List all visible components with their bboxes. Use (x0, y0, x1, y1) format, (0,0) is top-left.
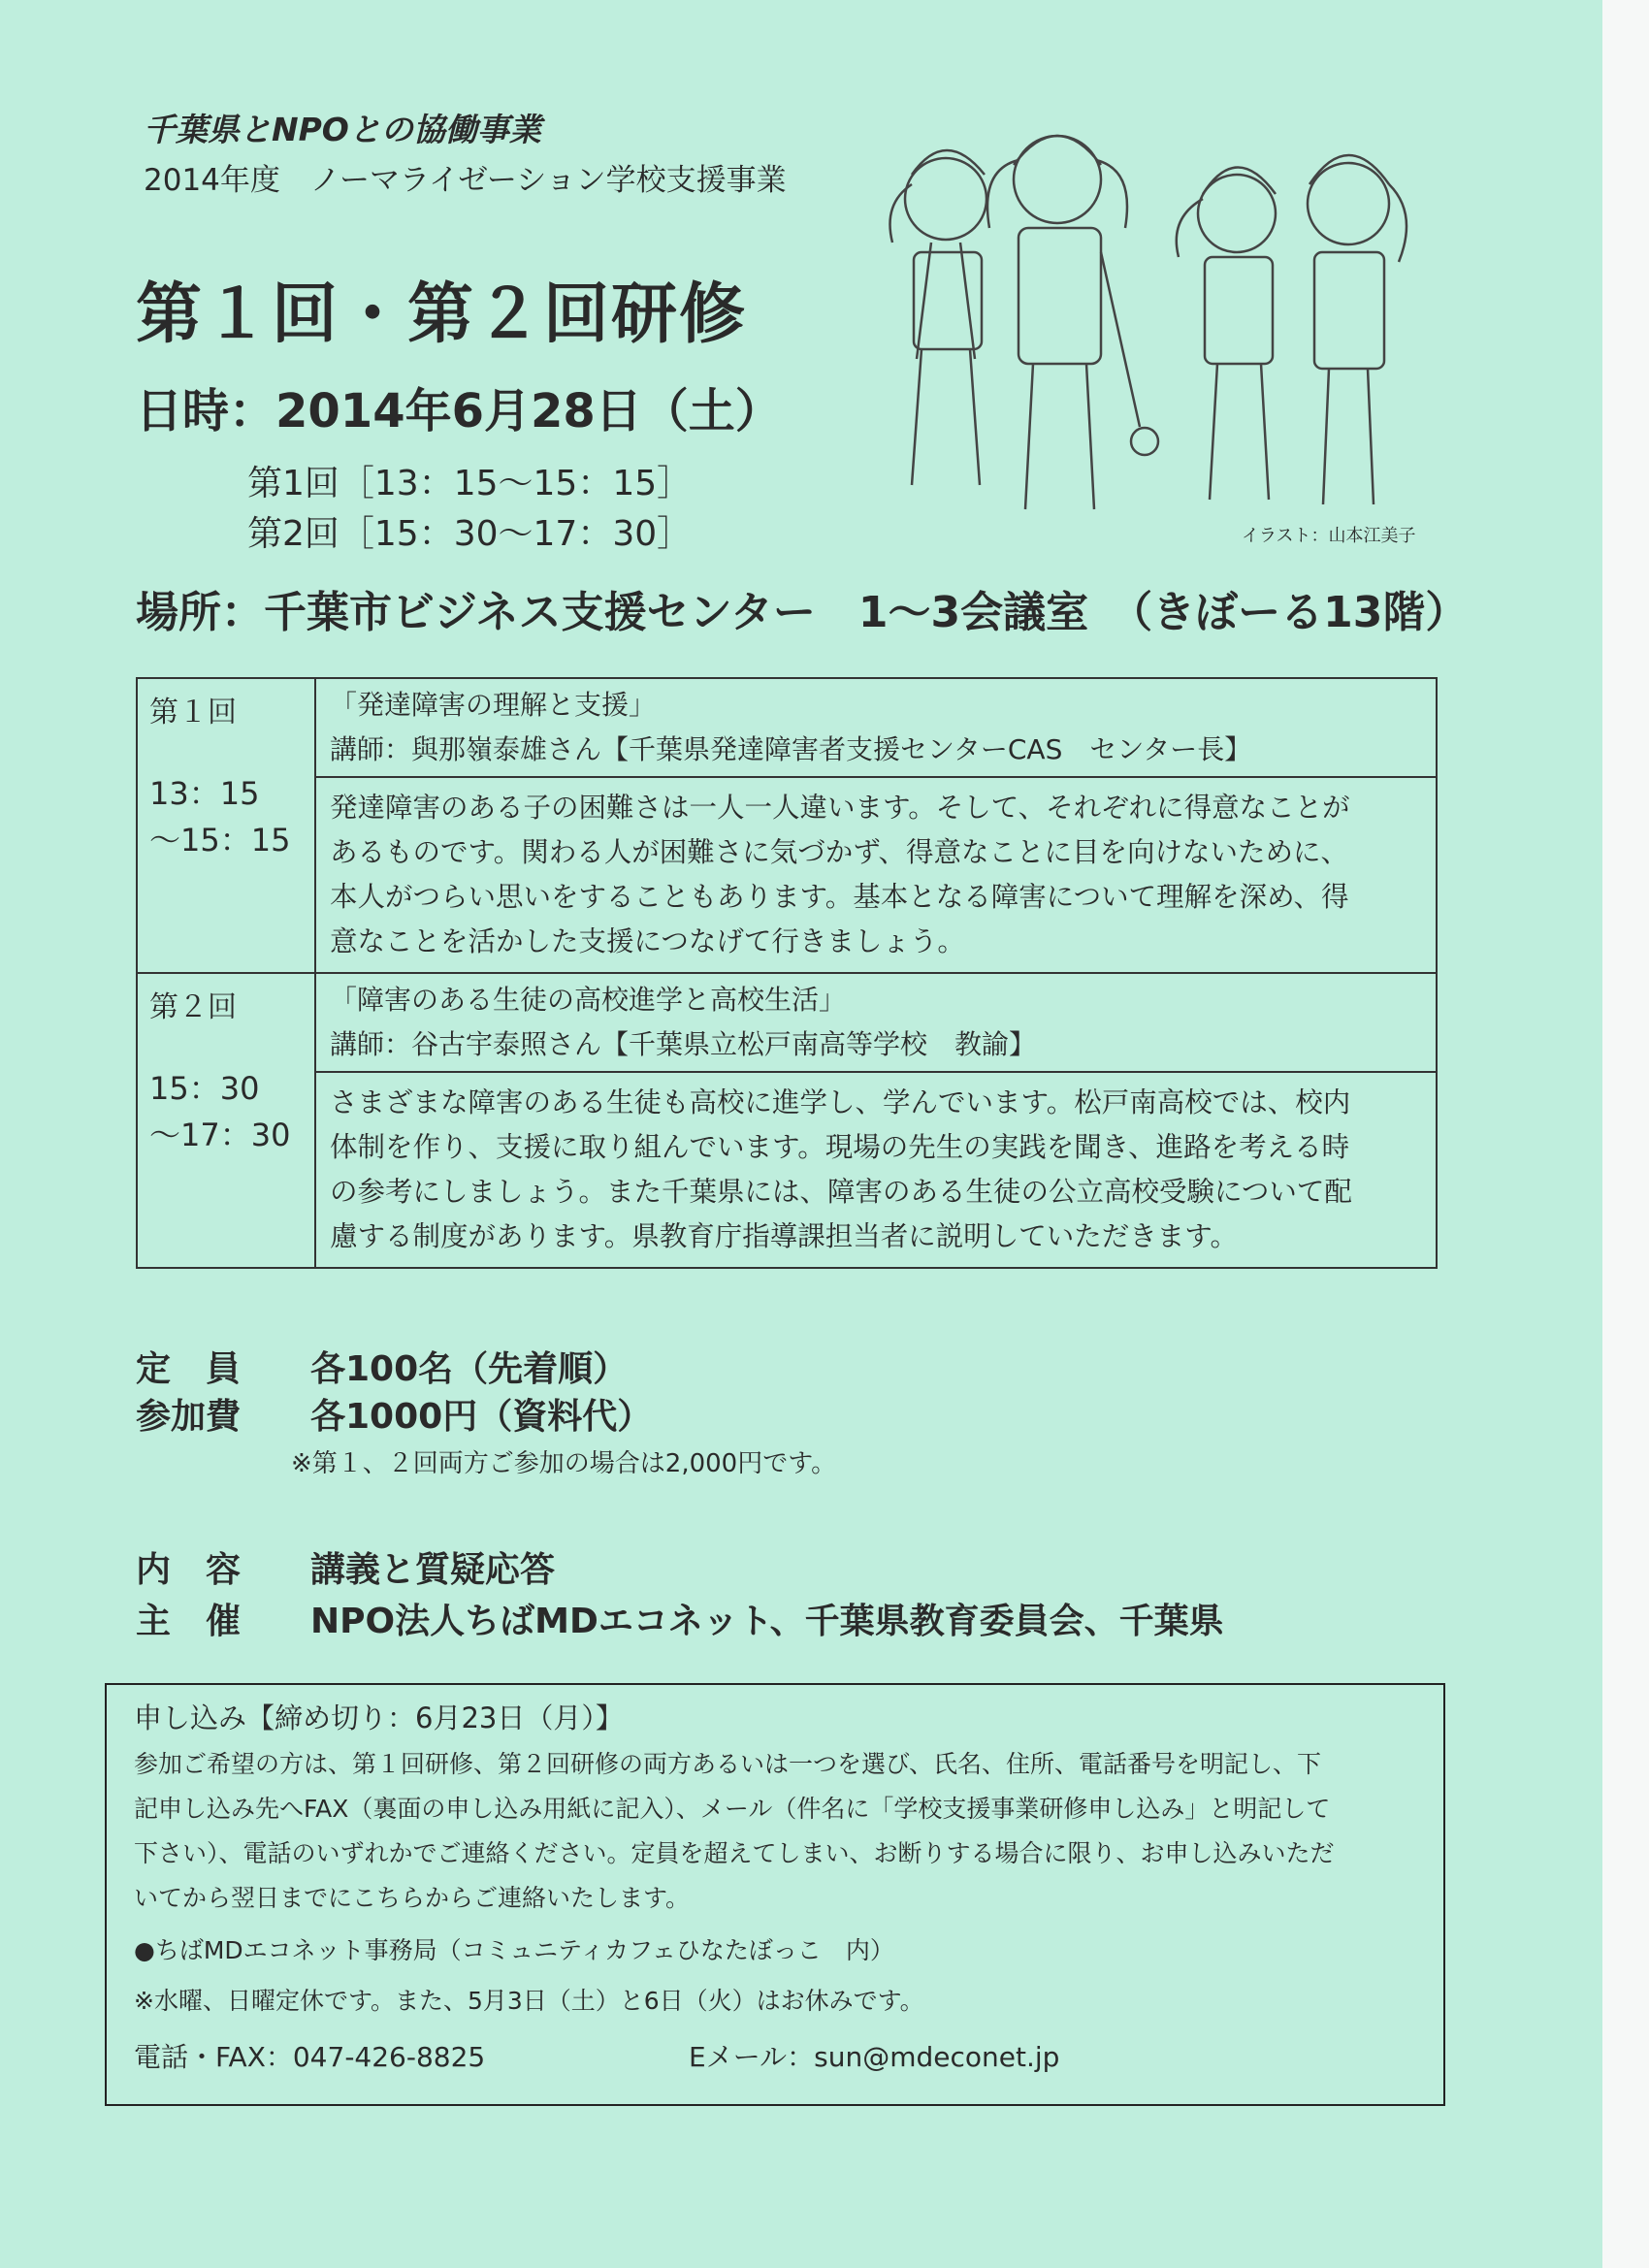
session2-topic: 「障害のある生徒の高校進学と高校生活」 (330, 984, 847, 1016)
session2-time: 第2回［15：30〜17：30］ (247, 514, 693, 554)
application-line: 参加ご希望の方は、第１回研修、第２回研修の両方あるいは一つを選び、氏名、住所、電話番号を明記し、下 (134, 1750, 1322, 1778)
session1-start: 13：15 (149, 775, 260, 812)
session1-description (315, 777, 1437, 973)
session1-cell (137, 678, 315, 973)
session2-header (315, 973, 1437, 1072)
session1-speaker: 講師：與那嶺泰雄さん【千葉県発達障害者支援センターCAS センター長】 (330, 733, 1252, 765)
content-label: 内 容 (136, 1550, 242, 1590)
schedule-table (136, 677, 1438, 1269)
fee-note: ※第１、２回両方ご参加の場合は2,000円です。 (291, 1449, 837, 1478)
application-line: いてから翌日までにこちらからご連絡いたします。 (134, 1884, 691, 1912)
session2-cell (137, 973, 315, 1268)
org-line: 千葉県とNPOとの協働事業 (144, 111, 541, 148)
application-heading: 申し込み【締め切り：6月23日（月）】 (134, 1701, 624, 1734)
capacity-label: 定 員 (136, 1349, 242, 1389)
program-line: 2014年度 ノーマライゼーション学校支援事業 (144, 163, 787, 198)
desc-line: 発達障害のある子の困難さは一人一人違います。そして、それぞれに得意なことが (330, 792, 1350, 824)
desc-line: 本人がつらい思いをすることもあります。基本となる障害について理解を深め、得 (330, 881, 1349, 913)
students-illustration (854, 107, 1455, 514)
host-label: 主 催 (136, 1602, 242, 1641)
desc-line: さまざまな障害のある生徒も高校に進学し、学んでいます。松戸南高校では、校内 (330, 1086, 1351, 1118)
session2-end: 〜17：30 (149, 1117, 291, 1153)
event-date: 日時：2014年6月28日（土） (136, 384, 782, 438)
fee-label: 参加費 (136, 1397, 242, 1437)
desc-line: 体制を作り、支援に取り組んでいます。現場の先生の実践を聞き、進路を考える時 (330, 1131, 1350, 1163)
page-title: 第１回・第２回研修 (136, 276, 748, 353)
event-place: 場所：千葉市ビジネス支援センター 1〜3会議室 （きぼーる13階） (136, 588, 1469, 637)
email-address: Eメール：sun@mdeconet.jp (689, 2041, 1060, 2073)
session2-description (315, 1072, 1437, 1268)
session1-time: 第1回［13：15〜15：15］ (247, 464, 693, 503)
desc-line: 意なことを活かした支援につなげて行きましょう。 (330, 925, 965, 957)
session2-speaker: 講師：谷古宇泰照さん【千葉県立松戸南高等学校 教諭】 (330, 1028, 1037, 1060)
scan-edge (1602, 0, 1649, 2268)
content-value: 講義と質疑応答 (310, 1550, 556, 1590)
office-name: ●ちばMDエコネット事務局（コミュニティカフェひなたぼっこ 内） (134, 1936, 894, 1964)
session2-label: 第２回 (149, 990, 237, 1024)
session1-topic: 「発達障害の理解と支援」 (330, 689, 657, 721)
session1-label: 第１回 (149, 696, 237, 729)
application-box (105, 1683, 1445, 2106)
session1-header (315, 678, 1437, 777)
application-line: 下さい）、電話のいずれかでご連絡ください。定員を超えてしまい、お断りする場合に限り、お申し込みいただ (134, 1839, 1335, 1867)
phone-fax: 電話・FAX：047-426-8825 (134, 2041, 486, 2073)
session2-start: 15：30 (149, 1070, 260, 1107)
fee-value: 各1000円（資料代） (310, 1397, 653, 1437)
illustration-credit: イラスト：山本江美子 (1242, 526, 1416, 546)
desc-line: 慮する制度があります。県教育庁指導課担当者に説明していただきます。 (330, 1220, 1238, 1252)
host-value: NPO法人ちばMDエコネット、千葉県教育委員会、千葉県 (310, 1602, 1224, 1641)
holiday-note: ※水曜、日曜定休です。また、5月3日（土）と6日（火）はお休みです。 (134, 1987, 924, 2015)
desc-line: あるものです。関わる人が困難さに気づかず、得意なことに目を向けないために、 (330, 836, 1348, 868)
desc-line: の参考にしましょう。また千葉県には、障害のある生徒の公立高校受験について配 (330, 1176, 1352, 1208)
application-line: 記申し込み先へFAX（裏面の申し込み用紙に記入）、メール（件名に「学校支援事業研修申し込み」と明記して (134, 1795, 1331, 1823)
session1-end: 〜15：15 (149, 822, 291, 859)
capacity-value: 各100名（先着順） (310, 1349, 629, 1389)
